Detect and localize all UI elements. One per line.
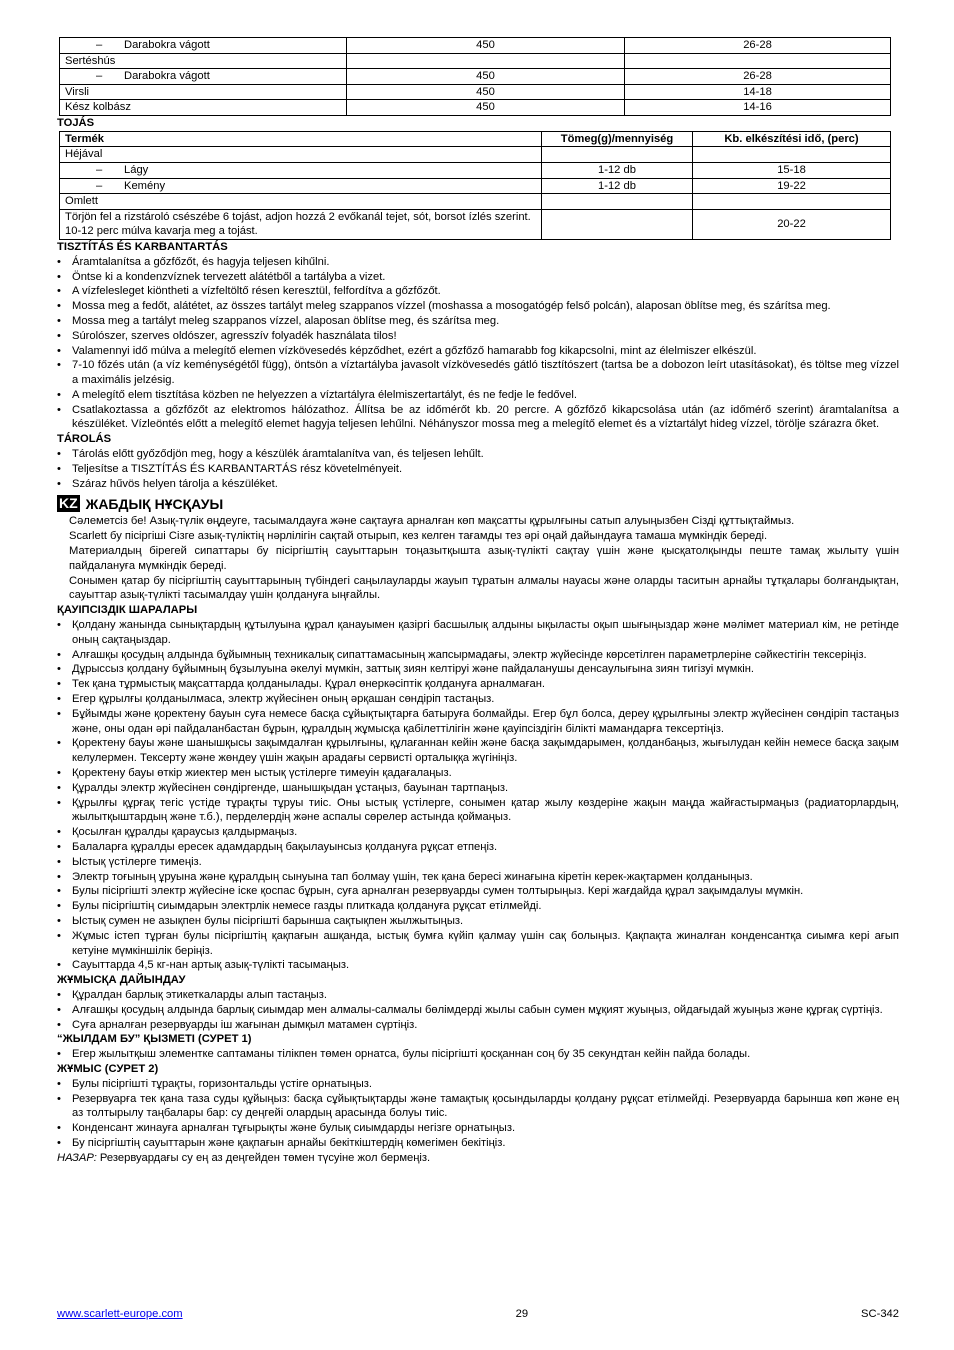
list-item: • Қоректену бауы және шанышқысы зақымдалған құрылғыны, құлағаннан кейін және басқа зақымдарымен, қолданбаңыз, жығылудан кейін немесе басқа зақым келулермен. Тексерту және жөндеу үшін жақын арадағы сервисті орталыққа жүгініңіз.	[57, 736, 899, 766]
page-number: 29	[515, 1308, 529, 1320]
list-item: • Булы пісіргішті электр жүйесіне іске қоспас бұрын, суға арналған резервуарды сумен толтырыңыз. Кері жағдайда құрал зақымдалуы мүмкін.	[57, 884, 899, 899]
cell-weight	[542, 209, 693, 239]
cell-weight: 450	[347, 69, 625, 85]
list-item: • Алғашқы қосудың алдында барлық сиымдар мен алмалы-салмалы бөлімдерді жылы сабын сумен мұқият жуыңыз, ойдағыдай жуыңыз және құрғақ сүртіңіз.	[57, 1003, 899, 1018]
list-item: • Mossa meg a tartályt meleg szappanos vízzel, alaposan öblítse meg, és szárítsa meg.	[57, 314, 899, 329]
cell-time: 15-18	[693, 162, 891, 178]
list-item: • Csatlakoztassa a gőzfőzőt az elektromos hálózathoz. Állítsa be az időmérőt kb. 20 percre. A gőzfőző kikapcsolása után (az időmérő szerint) áramtalanítsa a készüléket. Vízleöntés előtt a melegítő elemet hagyja teljesen lehűlni. Néhányszor mossa meg a melegítő elemet és a víztartályt hideg vízzel, törölje szárazra őket.	[57, 403, 899, 433]
list-item: • Ыстық сумен не азықпен булы пісіргішті барынша сақтықпен жылжытыңыз.	[57, 914, 899, 929]
cell-time: 14-18	[625, 84, 891, 100]
document-page	[57, 37, 899, 1166]
list-item: • Бу пісіргіштің сауыттарын және қақпағын арнайы бекіткіштердің көмегімен бекітіңіз.	[57, 1136, 899, 1151]
list-item: • Құралды электр жүйесінен сөндіргенде, шанышқыдан ұстаңыз, бауынан тартпаңыз.	[57, 781, 899, 796]
header-weight: Tömeg(g)/mennyiség	[542, 131, 693, 147]
storage-title: TÁROLÁS	[57, 433, 112, 446]
cell-product	[60, 162, 542, 178]
website-link[interactable]: www.scarlett-europe.com	[57, 1308, 183, 1320]
intro-paragraph: Сәлеметсіз бе! Азық-түлік өңдеуге, тасымалдауға және сақтауға арналған көп мақсатты құрылғыны сатып алуыңызбен Сізді құттықтаймыз.	[69, 515, 795, 528]
list-item: • Конденсант жинауға арналған тұғырықты және булық сиымдарды негізге орнатыңыз.	[57, 1121, 899, 1136]
product-name: Kemény	[124, 179, 166, 192]
header-time: Kb. elkészítési idő, (perc)	[693, 131, 891, 147]
table-row	[60, 209, 891, 239]
list-item: • Бұйымды және қоректену бауын суға немесе басқа сұйықтықтарға батыруға болмайды. Егер бұл болса, дереу құрылғыны электр жүйесінен сөндіріп тастаңыз және, оны одан әрі пайдаланбастан бұрын, құралдың жұмысқа қабілеттілігін және қауіпсіздігін білікті мамандарға тексертіңіз.	[57, 707, 899, 737]
list-item: • Mossa meg a fedőt, alátétet, az összes tartályt meleg szappanos vízzel (moshassa a mosogatógép felső polcán), alaposan öblítse meg, és szárítsa meg.	[57, 299, 899, 314]
egg-table-header-row	[60, 131, 891, 147]
intro-paragraph: Материалдың бірегей сипаттары бу пісіргіштің сауыттарын тоңазытқышта азық-түлікті сақтау үшін және қысқатолқынды пеште тамақ жылыту үшін пайдалануға мүмкіндік береді.	[69, 545, 899, 572]
cell-time: 19-22	[693, 178, 891, 194]
list-item: • Егер жылытқыш элементке саптаманы тілікпен төмен орнатса, булы пісіргішті қосқаннан соң бу 35 секундтан кейін пайда болады.	[57, 1047, 899, 1062]
meat-table	[59, 37, 891, 116]
list-item: • Жұмыс істеп тұрған булы пісіргіштің қақпағын ашқанда, ыстық бумға күйіп қалмау үшін сақ болыңыз. Қақпақта жиналған конденсантқа сиымға кері ағып кетуіне мүмкіншілік беріңіз.	[57, 929, 899, 959]
note-text: Резервуардағы су ең аз деңгейден төмен түсуіне жол бермеңіз.	[96, 1151, 431, 1164]
kz-prep-title: ЖҰМЫСҚА ДАЙЫНДАУ	[57, 974, 186, 987]
cell-product	[60, 209, 542, 239]
intro-paragraph: Scarlett бу пісіргіші Сізге азық-түліктің нәрлілігін сақтай отырып, кез келген тағамды тез әрі оңай дайындауға тамаша мүмкіндік береді.	[69, 530, 768, 543]
kz-steam-list	[57, 1047, 899, 1062]
cell-weight	[542, 194, 693, 210]
cell-time	[625, 53, 891, 69]
cell-product	[60, 178, 542, 194]
table-row	[60, 53, 891, 69]
table-row	[60, 100, 891, 116]
cell-weight: 1-12 db	[542, 178, 693, 194]
product-name: Virsli	[65, 85, 90, 98]
table-row	[60, 84, 891, 100]
page-footer	[57, 1307, 899, 1322]
list-item: • Қоректену бауы өткір жиектер мен ыстық үстілерге тимеуін қадағалаңыз.	[57, 766, 899, 781]
note-label: НАЗАР:	[57, 1151, 97, 1164]
cell-weight	[347, 53, 625, 69]
header-product: Termék	[60, 131, 542, 147]
list-item: • Száraz hűvös helyen tárolja a készüléket.	[57, 477, 899, 492]
cell-time: 20-22	[693, 209, 891, 239]
cell-product	[60, 100, 347, 116]
list-item: • Суға арналған резервуарды іш жағынан дымқыл матамен сүртіңіз.	[57, 1018, 899, 1033]
table-row	[60, 178, 891, 194]
list-item: • Булы пісіргішті тұрақты, горизонтальды үстіге орнатыңыз.	[57, 1077, 899, 1092]
kz-section-header	[57, 495, 899, 512]
product-name: Darabokra vágott	[124, 39, 210, 51]
kz-safety-title: ҚАУІПСІЗДІК ШАРАЛАРЫ	[57, 604, 198, 617]
kz-safety-list	[57, 618, 899, 973]
list-item: • 7-10 főzés után (a víz keménységétől függ), öntsön a víztartályba javasolt vízkövesedés gátló tisztítószert (tartsa be a dobozon leírt utasításokat), és töltse meg vízzel a maximális jelzésig.	[57, 358, 899, 388]
dash-mark: –	[96, 39, 103, 51]
kz-steam-title: “ЖЫЛДАМ БУ” ҚЫЗМЕТІ (СУРЕТ 1)	[57, 1033, 252, 1046]
dash-mark: –	[96, 163, 103, 176]
list-item: • Öntse ki a kondenzvíznek tervezett alátétből a tartályba a vizet.	[57, 270, 899, 285]
table-row	[60, 194, 891, 210]
product-name: Törjön fel a rizstároló csészébe 6 tojást, adjon hozzá 2 evőkanál tejet, sót, borsot ízlés szerint. 10-12 perc múlva kavarja meg a tojást.	[65, 210, 531, 238]
cell-weight: 450	[347, 84, 625, 100]
table-row	[60, 162, 891, 178]
cell-product	[60, 147, 542, 163]
cell-weight: 450	[347, 38, 625, 54]
list-item: • Булы пісіргіштің сиымдарын электрлік немесе газды плиткада қолдануға рұқсат етілмейді.	[57, 899, 899, 914]
list-item: • Valamennyi idő múlva a melegítő elemen vízkövesedés képződhet, ezért a gőzfőző hamarabb fog kikapcsolni, mint az élelmiszer elkészül.	[57, 344, 899, 359]
table-row	[60, 38, 891, 54]
egg-section-title: TOJÁS	[57, 116, 95, 129]
egg-table-body	[60, 147, 891, 240]
list-item: • Егер құрылғы қолданылмаса, электр жүйесінен оның әрқашан сөндіріп тастаңыз.	[57, 692, 899, 707]
list-item: • Teljesítse a TISZTÍTÁS ÉS KARBANTARTÁS rész követelményeit.	[57, 462, 899, 477]
product-name: Lágy	[124, 163, 149, 176]
list-item: • Резервуарға тек қана таза суды құйыңыз: басқа сұйықтықтарды және тамақтық қосындыларды қолдану рұқсат етілмейді. Резервуарда барынша көп және ең аз толтырылу таңбалары бар: су деңгейі олардың арасында болуы тиіс.	[57, 1092, 899, 1122]
list-item: • Тек қана тұрмыстық мақсаттарда қолданылады. Құрал өнеркәсіптік қолдануға арналмаған.	[57, 677, 899, 692]
model-number: SC-342	[861, 1308, 899, 1320]
product-name: Sertéshús	[65, 54, 116, 67]
egg-table	[59, 131, 891, 240]
kz-prep-list	[57, 988, 899, 1032]
kz-work-list	[57, 1077, 899, 1151]
list-item: • Дұрыссыз қолдану бұйымның бұзылуына әкелуі мүмкін, заттық зиян келтіруі және пайдаланушы денсаулығына зиян тигізуі мүмкін.	[57, 662, 899, 677]
cleaning-list	[57, 255, 899, 433]
list-item: • Tárolás előtt győződjön meg, hogy a készülék áramtalanítva van, és teljesen lehűlt.	[57, 447, 899, 462]
table-row	[60, 69, 891, 85]
cell-time	[693, 147, 891, 163]
list-item: • Ыстық үстілерге тимеңіз.	[57, 855, 899, 870]
list-item: • Áramtalanítsa a gőzfőzőt, és hagyja teljesen kihűlni.	[57, 255, 899, 270]
product-name: Omlett	[65, 195, 98, 208]
product-name: Darabokra vágott	[124, 70, 210, 83]
kz-section-title: ЖАБДЫҚ НҰСҚАУЫ	[85, 495, 224, 512]
list-item: • Электр тоғының ұруына және құралдың сынуына тап болмау үшін, тек қана бересі жинағына кіретін керек-жақтармен қолданыңыз.	[57, 870, 899, 885]
dash-mark: –	[96, 179, 103, 192]
list-item: • Қосылған құралды қараусыз қалдырмаңыз.	[57, 825, 899, 840]
list-item: • Балаларға құралды ересек адамдардың бақылауынсыз қолдануға рұқсат етпеңіз.	[57, 840, 899, 855]
table-row	[60, 147, 891, 163]
cell-weight	[542, 147, 693, 163]
kz-warning-note	[57, 1151, 899, 1166]
kz-work-title: ЖҰМЫС (СУРЕТ 2)	[57, 1062, 159, 1075]
list-item: • Алғашқы қосудың алдында бұйымның техникалық сипаттамасының жапсырмадағы, электр жүйесінде көрсетілген параметрлеріне сәйкестігін тексеріңіз.	[57, 648, 899, 663]
cell-product	[60, 194, 542, 210]
cell-time	[693, 194, 891, 210]
cell-time: 14-16	[625, 100, 891, 116]
storage-list	[57, 447, 899, 491]
list-item: • Құрылғы құрғақ тегіс үстіде тұрақты тұруы тиіс. Оны ыстық үстілерге, сонымен қатар жылу көздеріне жақын маңда жайғастырмаңыз (радиаторлардың, жылытқыштардың және т.б.), перделердің және аспалы сөрелер астында қоймаңыз.	[57, 796, 899, 826]
cell-weight: 450	[347, 100, 625, 116]
cell-product	[60, 53, 347, 69]
product-name: Kész kolbász	[65, 101, 131, 114]
cell-product	[60, 84, 347, 100]
meat-table-body	[60, 38, 891, 116]
list-item: • Қолдану жанында сынықтардың құтылуына құрал қанауымен қазіргі басшылық алдыны ықыласты оқып шығыңыздар және мәлімет материал кім, не ретінде оның сақтаңыздар.	[57, 618, 899, 648]
list-item: • Құралдан барлық этикеткаларды алып тастаңыз.	[57, 988, 899, 1003]
product-name: Héjával	[65, 148, 103, 161]
list-item: • Сауыттарда 4,5 кг-нан артық азық-түлікті тасымаңыз.	[57, 958, 899, 973]
list-item: • A melegítő elem tisztítása közben ne helyezzen a víztartályra élelmiszertartályt, és ne fedje le fedővel.	[57, 388, 899, 403]
cell-time: 26-28	[625, 38, 891, 54]
kz-language-badge: KZ	[59, 495, 78, 512]
list-item: • Súrolószer, szerves oldószer, agresszív folyadék használata tilos!	[57, 329, 899, 344]
cleaning-title: TISZTÍTÁS ÉS KARBANTARTÁS	[57, 240, 228, 253]
list-item: • A vízfelesleget kiöntheti a vízfeltöltő résen keresztül, felfordítva a gőzfőzőt.	[57, 284, 899, 299]
cell-product	[60, 69, 347, 85]
kz-intro	[57, 514, 899, 603]
dash-mark: –	[96, 70, 103, 83]
cell-time: 26-28	[625, 69, 891, 85]
cell-weight: 1-12 db	[542, 162, 693, 178]
cell-product	[60, 38, 347, 54]
intro-paragraph: Сонымен қатар бу пісіргіштің сауыттарының түбіндегі саңылауларды жауып тұратын алмалы науасы және оларды таситын арнайы тұтқалары болғандықтан, сауыттар азық-түлікті тасымалдау үшін қолдануға ыңғайлы.	[69, 574, 899, 602]
